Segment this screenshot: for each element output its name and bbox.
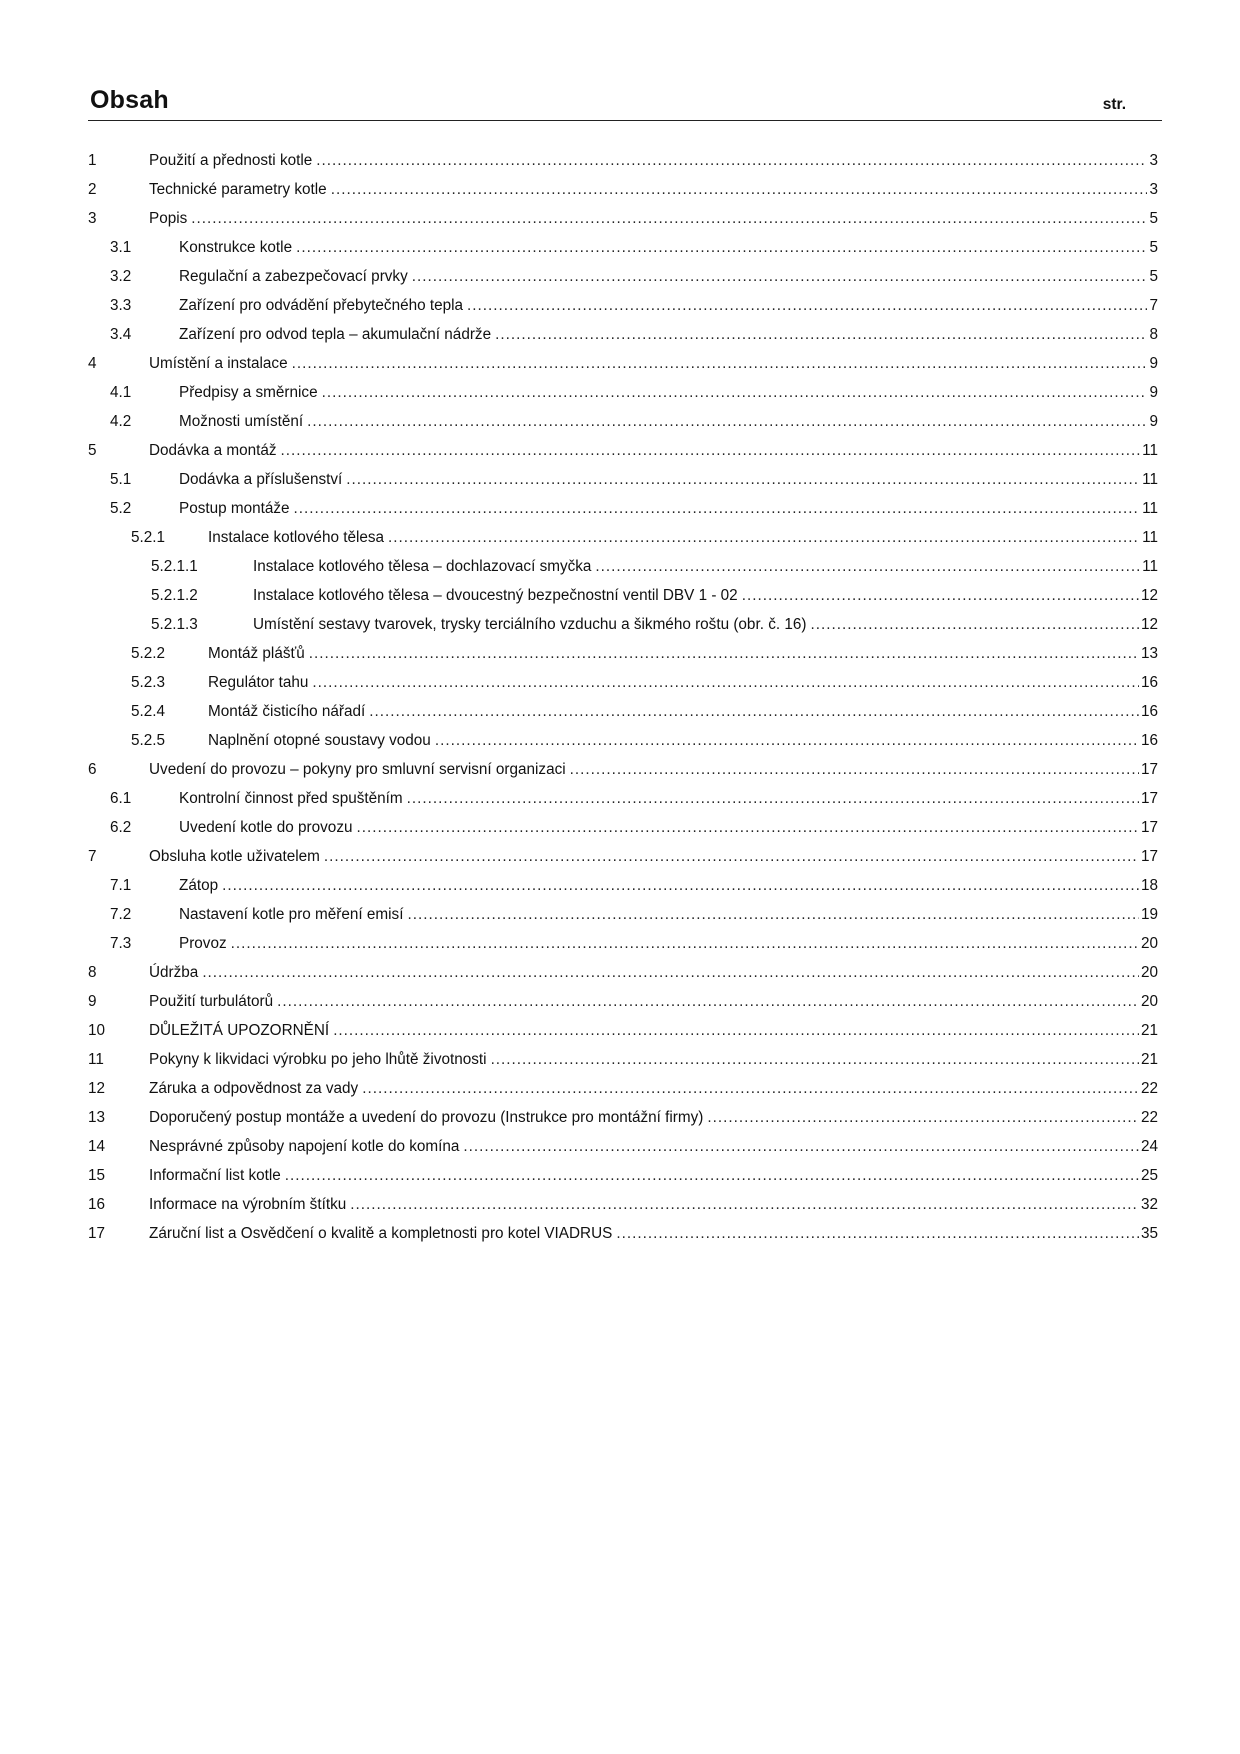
toc-entry-number: 5.2.1 bbox=[131, 529, 166, 546]
toc-entry-number: 14 bbox=[88, 1138, 106, 1155]
toc-entry-title: Umístění a instalace bbox=[149, 355, 288, 372]
toc-entry-line bbox=[149, 204, 1158, 233]
toc-entry[interactable] bbox=[88, 465, 1158, 494]
toc-entry-number: 11 bbox=[88, 1051, 104, 1068]
toc-entry-line bbox=[179, 494, 1158, 523]
toc-entry-number: 5.1 bbox=[110, 471, 132, 488]
toc-entry-title: Použití a přednosti kotle bbox=[149, 152, 313, 169]
toc-entry-page: 8 bbox=[1149, 326, 1158, 343]
toc-entry[interactable] bbox=[88, 900, 1158, 929]
dot-leader bbox=[435, 726, 1139, 755]
toc-entry-number: 17 bbox=[88, 1225, 106, 1242]
toc-entry-line bbox=[208, 639, 1158, 668]
toc-header bbox=[88, 84, 1162, 121]
toc-entry-number: 6.1 bbox=[110, 790, 132, 807]
toc-entry-title: Instalace kotlového tělesa – dvoucestný bezpečnostní ventil DBV 1 - 02 bbox=[253, 587, 738, 604]
dot-leader bbox=[331, 175, 1148, 204]
page-title: Obsah bbox=[90, 86, 169, 114]
toc-entry[interactable] bbox=[88, 1132, 1158, 1161]
toc-entry-page: 7 bbox=[1149, 297, 1158, 314]
toc-entry[interactable] bbox=[88, 697, 1158, 726]
toc-entry-line bbox=[149, 436, 1158, 465]
dot-leader bbox=[296, 233, 1147, 262]
toc-entry-title: Nesprávné způsoby napojení kotle do komína bbox=[149, 1138, 460, 1155]
toc-entry-number: 5.2.3 bbox=[131, 674, 166, 691]
toc-entry-page: 32 bbox=[1140, 1196, 1158, 1213]
toc-entry-number: 8 bbox=[88, 964, 97, 981]
toc-entry-title: Popis bbox=[149, 210, 188, 227]
dot-leader bbox=[292, 349, 1148, 378]
toc-entry-line bbox=[179, 813, 1158, 842]
toc-entry-page: 11 bbox=[1142, 529, 1158, 546]
toc-entry-line bbox=[208, 726, 1158, 755]
toc-entry-number: 16 bbox=[88, 1196, 106, 1213]
toc-entry[interactable] bbox=[88, 1074, 1158, 1103]
dot-leader bbox=[285, 1161, 1139, 1190]
toc-entry-page: 21 bbox=[1140, 1022, 1158, 1039]
toc-entry-number: 7 bbox=[88, 848, 97, 865]
toc-entry-title: Možnosti umístění bbox=[179, 413, 304, 430]
toc-entry-title: Umístění sestavy tvarovek, trysky terciálního vzduchu a šikmého roštu (obr. č. 16) bbox=[253, 616, 807, 633]
toc-entry-page: 3 bbox=[1149, 152, 1158, 169]
toc-entry-page: 5 bbox=[1149, 210, 1158, 227]
toc-entry-title: Montáž plášťů bbox=[208, 645, 305, 662]
dot-leader bbox=[810, 610, 1139, 639]
toc-entry-page: 3 bbox=[1149, 181, 1158, 198]
toc-entry[interactable] bbox=[88, 494, 1158, 523]
toc-entry[interactable] bbox=[88, 291, 1158, 320]
dot-leader bbox=[595, 552, 1140, 581]
toc-entry-title: Zátop bbox=[179, 877, 219, 894]
toc-entry[interactable] bbox=[88, 639, 1158, 668]
toc-entry-page: 17 bbox=[1140, 848, 1158, 865]
dot-leader bbox=[362, 1074, 1139, 1103]
toc-entry-number: 2 bbox=[88, 181, 97, 198]
toc-entry-line bbox=[149, 755, 1158, 784]
dot-leader bbox=[333, 1016, 1139, 1045]
dot-leader bbox=[277, 987, 1139, 1016]
toc-entry-number: 6 bbox=[88, 761, 97, 778]
toc-entry[interactable] bbox=[88, 523, 1158, 552]
toc-entry-line bbox=[149, 146, 1158, 175]
toc-entry-title: Instalace kotlového tělesa bbox=[208, 529, 385, 546]
toc-entry-line bbox=[149, 1074, 1158, 1103]
toc-entry-number: 4.1 bbox=[110, 384, 132, 401]
dot-leader bbox=[281, 436, 1141, 465]
toc-entry-title: Uvedení do provozu – pokyny pro smluvní servisní organizaci bbox=[149, 761, 566, 778]
toc-entry-page: 20 bbox=[1140, 964, 1158, 981]
dot-leader bbox=[407, 900, 1139, 929]
toc-entry-line bbox=[208, 697, 1158, 726]
toc-entry-page: 9 bbox=[1149, 355, 1158, 372]
toc-entry-page: 17 bbox=[1140, 819, 1158, 836]
toc-entry-page: 20 bbox=[1140, 993, 1158, 1010]
toc-entry[interactable] bbox=[88, 958, 1158, 987]
dot-leader bbox=[467, 291, 1147, 320]
toc-entry-page: 22 bbox=[1140, 1080, 1158, 1097]
dot-leader bbox=[322, 378, 1148, 407]
toc-entry[interactable] bbox=[88, 842, 1158, 871]
toc-entry[interactable] bbox=[88, 784, 1158, 813]
toc-entry-number: 5.2.5 bbox=[131, 732, 166, 749]
dot-leader bbox=[309, 639, 1139, 668]
toc-entry-line bbox=[179, 378, 1158, 407]
toc-entry-line bbox=[149, 1016, 1158, 1045]
toc-entry-number: 5.2 bbox=[110, 500, 132, 517]
dot-leader bbox=[316, 146, 1147, 175]
dot-leader bbox=[407, 784, 1139, 813]
toc-entry-page: 11 bbox=[1142, 500, 1158, 517]
toc-entry-line bbox=[149, 987, 1158, 1016]
toc-entry[interactable] bbox=[88, 1219, 1158, 1248]
toc-entry-page: 24 bbox=[1140, 1138, 1158, 1155]
toc-entry-page: 13 bbox=[1140, 645, 1158, 662]
toc-entry[interactable] bbox=[88, 1161, 1158, 1190]
toc-entry-page: 21 bbox=[1140, 1051, 1158, 1068]
toc-entry-number: 9 bbox=[88, 993, 97, 1010]
dot-leader bbox=[312, 668, 1139, 697]
toc-entry-title: Zařízení pro odvod tepla – akumulační nádrže bbox=[179, 326, 492, 343]
table-of-contents bbox=[88, 146, 1158, 1248]
dot-leader bbox=[742, 581, 1139, 610]
toc-entry-title: Konstrukce kotle bbox=[179, 239, 293, 256]
toc-entry-title: Technické parametry kotle bbox=[149, 181, 327, 198]
dot-leader bbox=[307, 407, 1147, 436]
toc-entry-line bbox=[149, 1103, 1158, 1132]
toc-entry-title: Provoz bbox=[179, 935, 227, 952]
dot-leader bbox=[707, 1103, 1139, 1132]
toc-entry-number: 4.2 bbox=[110, 413, 132, 430]
toc-entry-title: Informace na výrobním štítku bbox=[149, 1196, 347, 1213]
toc-entry-title: Záruka a odpovědnost za vady bbox=[149, 1080, 359, 1097]
toc-entry-number: 5.2.4 bbox=[131, 703, 166, 720]
toc-entry-page: 18 bbox=[1140, 877, 1158, 894]
toc-entry-title: Záruční list a Osvědčení o kvalitě a kompletnosti pro kotel VIADRUS bbox=[149, 1225, 613, 1242]
toc-entry-line bbox=[149, 1219, 1158, 1248]
toc-entry-line bbox=[179, 900, 1158, 929]
toc-entry-title: Obsluha kotle uživatelem bbox=[149, 848, 320, 865]
toc-entry-title: Montáž čisticího nářadí bbox=[208, 703, 366, 720]
toc-entry-number: 12 bbox=[88, 1080, 106, 1097]
toc-entry-title: Zařízení pro odvádění přebytečného tepla bbox=[179, 297, 464, 314]
toc-entry-page: 11 bbox=[1142, 442, 1158, 459]
toc-entry-title: Uvedení kotle do provozu bbox=[179, 819, 353, 836]
toc-entry[interactable] bbox=[88, 233, 1158, 262]
toc-entry-page: 35 bbox=[1140, 1225, 1158, 1242]
toc-entry-line bbox=[253, 581, 1158, 610]
toc-entry-page: 22 bbox=[1140, 1109, 1158, 1126]
toc-entry[interactable] bbox=[88, 668, 1158, 697]
toc-entry[interactable] bbox=[88, 378, 1158, 407]
toc-entry-title: Dodávka a příslušenství bbox=[179, 471, 343, 488]
toc-entry[interactable] bbox=[88, 813, 1158, 842]
toc-entry-title: Kontrolní činnost před spuštěním bbox=[179, 790, 403, 807]
toc-entry-page: 20 bbox=[1140, 935, 1158, 952]
toc-entry-number: 10 bbox=[88, 1022, 106, 1039]
dot-leader bbox=[346, 465, 1140, 494]
toc-entry-page: 9 bbox=[1149, 413, 1158, 430]
dot-leader bbox=[191, 204, 1147, 233]
toc-entry-line bbox=[179, 291, 1158, 320]
toc-entry-title: DŮLEŽITÁ UPOZORNĚNÍ bbox=[149, 1022, 330, 1039]
toc-entry[interactable] bbox=[88, 262, 1158, 291]
dot-leader bbox=[463, 1132, 1139, 1161]
toc-entry-number: 5 bbox=[88, 442, 97, 459]
toc-entry-title: Regulátor tahu bbox=[208, 674, 309, 691]
toc-entry-title: Dodávka a montáž bbox=[149, 442, 277, 459]
toc-entry-page: 19 bbox=[1140, 906, 1158, 923]
toc-entry-line bbox=[149, 958, 1158, 987]
toc-entry[interactable] bbox=[88, 204, 1158, 233]
toc-entry-line bbox=[149, 1161, 1158, 1190]
toc-entry-title: Pokyny k likvidaci výrobku po jeho lhůtě životnosti bbox=[149, 1051, 487, 1068]
toc-entry-number: 3.3 bbox=[110, 297, 132, 314]
toc-entry-number: 1 bbox=[88, 152, 97, 169]
toc-entry-line bbox=[253, 610, 1158, 639]
toc-entry[interactable] bbox=[88, 1016, 1158, 1045]
toc-entry[interactable] bbox=[88, 436, 1158, 465]
toc-entry-number: 7.1 bbox=[110, 877, 132, 894]
toc-entry[interactable] bbox=[88, 175, 1158, 204]
toc-entry-page: 25 bbox=[1140, 1167, 1158, 1184]
dot-leader bbox=[388, 523, 1140, 552]
toc-entry-number: 7.2 bbox=[110, 906, 132, 923]
toc-entry[interactable] bbox=[88, 581, 1158, 610]
toc-entry-page: 11 bbox=[1142, 558, 1158, 575]
toc-entry-number: 3 bbox=[88, 210, 97, 227]
toc-entry-number: 5.2.2 bbox=[131, 645, 166, 662]
toc-entry-number: 3.4 bbox=[110, 326, 132, 343]
dot-leader bbox=[616, 1219, 1139, 1248]
toc-entry-title: Instalace kotlového tělesa – dochlazovací smyčka bbox=[253, 558, 592, 575]
toc-entry[interactable] bbox=[88, 871, 1158, 900]
toc-entry-page: 12 bbox=[1140, 616, 1158, 633]
toc-entry-page: 16 bbox=[1140, 674, 1158, 691]
toc-entry-line bbox=[179, 320, 1158, 349]
dot-leader bbox=[294, 494, 1141, 523]
toc-entry-page: 12 bbox=[1140, 587, 1158, 604]
toc-entry[interactable] bbox=[88, 320, 1158, 349]
dot-leader bbox=[570, 755, 1139, 784]
toc-entry[interactable] bbox=[88, 726, 1158, 755]
toc-entry-line bbox=[179, 929, 1158, 958]
toc-entry-number: 4 bbox=[88, 355, 97, 372]
toc-entry[interactable] bbox=[88, 610, 1158, 639]
page-column-label: str. bbox=[1102, 96, 1126, 113]
dot-leader bbox=[356, 813, 1139, 842]
toc-entry-number: 15 bbox=[88, 1167, 106, 1184]
toc-entry-line bbox=[149, 1132, 1158, 1161]
toc-entry-page: 16 bbox=[1140, 703, 1158, 720]
toc-entry-title: Regulační a zabezpečovací prvky bbox=[179, 268, 408, 285]
toc-entry-line bbox=[179, 233, 1158, 262]
dot-leader bbox=[202, 958, 1139, 987]
toc-entry[interactable] bbox=[88, 349, 1158, 378]
toc-entry-number: 3.2 bbox=[110, 268, 132, 285]
toc-entry[interactable] bbox=[88, 987, 1158, 1016]
toc-entry-number: 6.2 bbox=[110, 819, 132, 836]
dot-leader bbox=[495, 320, 1147, 349]
toc-entry-line bbox=[149, 349, 1158, 378]
toc-entry-line bbox=[253, 552, 1158, 581]
toc-entry[interactable] bbox=[88, 1190, 1158, 1219]
toc-entry[interactable] bbox=[88, 552, 1158, 581]
toc-entry-number: 5.2.1.1 bbox=[151, 558, 198, 575]
toc-entry-page: 11 bbox=[1142, 471, 1158, 488]
toc-entry-page: 9 bbox=[1149, 384, 1158, 401]
toc-entry-line bbox=[179, 407, 1158, 436]
toc-entry-title: Naplnění otopné soustavy vodou bbox=[208, 732, 431, 749]
dot-leader bbox=[222, 871, 1139, 900]
toc-entry[interactable] bbox=[88, 1045, 1158, 1074]
toc-entry-line bbox=[179, 871, 1158, 900]
toc-entry-line bbox=[179, 262, 1158, 291]
dot-leader bbox=[369, 697, 1139, 726]
toc-entry-number: 5.2.1.2 bbox=[151, 587, 198, 604]
toc-entry-line bbox=[149, 175, 1158, 204]
toc-entry-number: 5.2.1.3 bbox=[151, 616, 198, 633]
toc-entry-page: 17 bbox=[1140, 761, 1158, 778]
toc-entry-number: 3.1 bbox=[110, 239, 132, 256]
toc-entry-line bbox=[149, 1045, 1158, 1074]
toc-entry-page: 17 bbox=[1140, 790, 1158, 807]
toc-entry-title: Informační list kotle bbox=[149, 1167, 281, 1184]
dot-leader bbox=[412, 262, 1148, 291]
toc-entry-line bbox=[208, 668, 1158, 697]
toc-entry-line bbox=[149, 1190, 1158, 1219]
dot-leader bbox=[324, 842, 1139, 871]
toc-entry[interactable] bbox=[88, 146, 1158, 175]
toc-entry-line bbox=[179, 465, 1158, 494]
dot-leader bbox=[491, 1045, 1139, 1074]
toc-entry[interactable] bbox=[88, 1103, 1158, 1132]
toc-entry-line bbox=[208, 523, 1158, 552]
toc-entry-number: 7.3 bbox=[110, 935, 132, 952]
toc-entry-title: Postup montáže bbox=[179, 500, 290, 517]
toc-entry-line bbox=[179, 784, 1158, 813]
toc-entry-number: 13 bbox=[88, 1109, 106, 1126]
toc-entry[interactable] bbox=[88, 407, 1158, 436]
toc-entry-title: Nastavení kotle pro měření emisí bbox=[179, 906, 404, 923]
dot-leader bbox=[231, 929, 1139, 958]
dot-leader bbox=[350, 1190, 1139, 1219]
toc-entry-title: Údržba bbox=[149, 964, 199, 981]
toc-entry-page: 16 bbox=[1140, 732, 1158, 749]
toc-entry-title: Použití turbulátorů bbox=[149, 993, 274, 1010]
toc-entry-title: Předpisy a směrnice bbox=[179, 384, 318, 401]
toc-entry-title: Doporučený postup montáže a uvedení do provozu (Instrukce pro montážní firmy) bbox=[149, 1109, 704, 1126]
toc-entry-page: 5 bbox=[1149, 268, 1158, 285]
toc-entry-line bbox=[149, 842, 1158, 871]
toc-entry[interactable] bbox=[88, 755, 1158, 784]
toc-entry[interactable] bbox=[88, 929, 1158, 958]
toc-entry-page: 5 bbox=[1149, 239, 1158, 256]
